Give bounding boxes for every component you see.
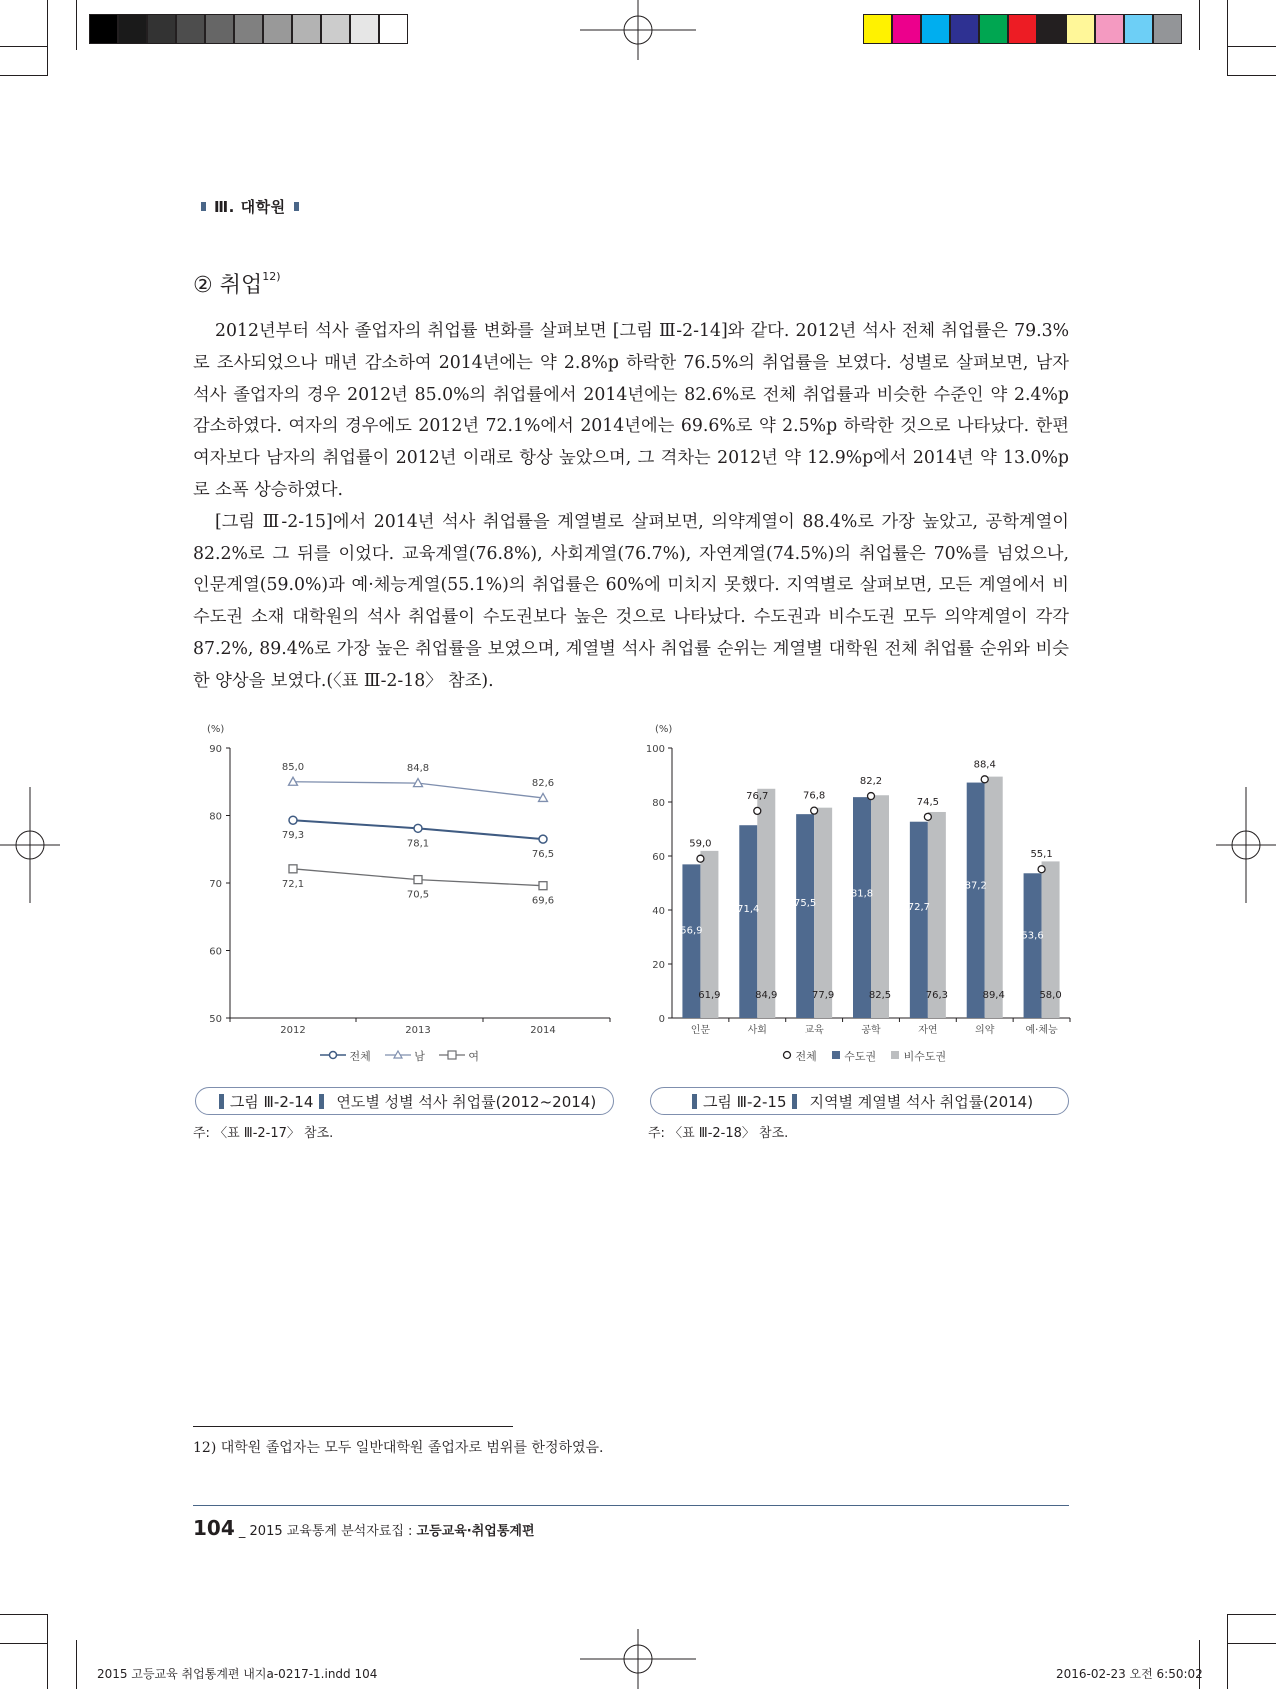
y-tick-label: 50	[209, 1014, 222, 1025]
bar-noncapital	[812, 808, 835, 1018]
y-tick-label: 60	[209, 946, 222, 958]
bar-label-noncapital: 58,0	[1039, 990, 1062, 1001]
bar-noncapital	[755, 789, 778, 1018]
color-swatch	[863, 14, 892, 44]
gray-swatch	[321, 14, 350, 44]
footnote: 12) 대학원 졸업자는 모두 일반대학원 졸업자로 범위를 한정하였음.	[193, 1440, 604, 1456]
color-swatch	[921, 14, 950, 44]
caption-figure-label: 그림 Ⅲ-2-15	[702, 1092, 787, 1111]
gray-swatch	[176, 14, 205, 44]
bar-capital	[907, 822, 930, 1018]
legend-female-label: 여	[468, 1050, 480, 1063]
legend-male-icon	[385, 1050, 415, 1063]
x-tick-label: 예·체능	[1025, 1025, 1058, 1036]
gray-swatch	[379, 14, 408, 44]
color-swatch	[1037, 14, 1066, 44]
data-label: 72,1	[281, 878, 305, 890]
y-tick-label: 0	[658, 1014, 665, 1025]
bar-label-capital: 87,2	[964, 880, 987, 892]
gray-swatch	[118, 14, 147, 44]
gray-swatch	[89, 14, 118, 44]
legend-total-icon	[320, 1050, 350, 1063]
body-text	[193, 316, 1069, 698]
legend-total-icon	[782, 1050, 796, 1063]
bar-capital	[850, 797, 874, 1018]
bar-chart-field-employment	[645, 720, 1075, 1045]
y-tick-label: 100	[645, 744, 665, 755]
paragraph: [그림 Ⅲ-2-15]에서 2014년 석사 취업률을 계열별로 살펴보면, 의약계열이 88.4%로 가장 높았고, 공학계열이 82.2%로 그 뒤를 이었다. 교육계열(76.8%), 사회계열(76.7%), 자연계열(74.5%)의 취업률은 70%를 넘었으나, 인문계열(59.0%)과 예·체능계열(55.1%)의 취업률은 60%에 미치지 못했다. 지역별로 살펴보면, 모든 계열에서 비수도권 소재 대학원의 석사 취업률이 수도권보다 높은 것으로 나타났다. 수도권과 비수도권 모두 의약계열이 각각 87.2%, 89.4%로 가장 높은 취업률을 보였으며, 계열별 석사 취업률 순위는 계열별 대학원 전체 취업률 순위와 비슷한 양상을 보였다.(〈표 Ⅲ-2-18〉 참조).	[193, 511, 1069, 691]
color-swatch	[1095, 14, 1124, 44]
y-axis-unit: (%)	[207, 724, 225, 735]
bar-label-capital: 81,8	[850, 888, 874, 900]
gray-swatch	[292, 14, 321, 44]
color-swatch	[892, 14, 921, 44]
overlay-label-total: 55,1	[1030, 849, 1053, 861]
overlay-label-total: 82,2	[859, 776, 883, 788]
bar-label-noncapital: 61,9	[698, 990, 721, 1001]
overlay-point-total	[811, 807, 818, 814]
x-tick-label: 2013	[405, 1025, 431, 1036]
section-label	[193, 196, 307, 217]
caption-marker-icon	[319, 1094, 324, 1109]
data-label: 82,6	[531, 777, 555, 789]
x-tick-label: 인문	[690, 1025, 711, 1036]
data-label: 70,5	[406, 889, 430, 901]
data-label: 78,1	[406, 838, 430, 850]
bar-noncapital	[868, 795, 892, 1018]
bar-capital	[964, 783, 987, 1018]
slug-timestamp: 2016-02-23 오전 6:50:02	[1056, 1667, 1203, 1681]
overlay-point-total	[697, 855, 704, 862]
x-tick-label: 자연	[918, 1025, 938, 1036]
x-tick-label: 의약	[975, 1025, 995, 1036]
legend-female-icon	[439, 1050, 469, 1063]
gray-swatch	[234, 14, 263, 44]
legend-male-label: 남	[414, 1050, 425, 1063]
bar-label-capital: 53,6	[1021, 930, 1044, 942]
overlay-point-total	[754, 807, 761, 814]
bar-label-noncapital: 89,4	[982, 990, 1005, 1001]
y-tick-label: 40	[652, 906, 665, 917]
y-tick-label: 80	[652, 798, 665, 809]
page-number: 104	[193, 1516, 235, 1540]
caption-figure-label: 그림 Ⅲ-2-14	[229, 1092, 314, 1111]
footnote-ref: 12)	[262, 270, 281, 283]
page-title-text: ② 취업	[193, 273, 263, 298]
chart2-note: 주: 〈표 Ⅲ-2-18〉 참조.	[648, 1126, 789, 1141]
bar-label-noncapital: 84,9	[755, 990, 778, 1001]
bar-label-capital: 72,7	[907, 902, 930, 914]
data-label: 76,5	[531, 849, 555, 861]
bar-label-noncapital: 76,3	[925, 990, 948, 1001]
caption-title: 연도별 성별 석사 취업률(2012~2014)	[336, 1092, 597, 1111]
bar-label-noncapital: 77,9	[812, 990, 835, 1001]
overlay-label-total: 76,7	[746, 790, 769, 802]
bar-label-capital: 71,4	[737, 903, 760, 915]
footer-publication: 2015 교육통계 분석자료집 :	[249, 1524, 417, 1539]
section-marker-icon	[294, 202, 299, 211]
paragraph: 2012년부터 석사 졸업자의 취업률 변화를 살펴보면 [그림 Ⅲ-2-14]와 같다. 2012년 석사 전체 취업률은 79.3%로 조사되었으나 매년 감소하여 2014년에는 약 2.8%p 하락한 76.5%의 취업률을 보였다. 성별로 살펴보면, 남자 석사 졸업자의 경우 2012년 85.0%의 취업률에서 2014년에는 82.6%로 전체 취업률과 비슷한 수준인 약 2.4%p 감소하였다. 여자의 경우에도 2012년 72.1%에서 2014년에는 69.6%로 약 2.5%p 하락한 것으로 나타났다. 한편 여자보다 남자의 취업률이 2012년 이래로 항상 높았으며, 그 격차는 2012년 약 12.9%p에서 2014년 약 13.0%p로 소폭 상승하였다.	[193, 321, 1069, 500]
data-label: 79,3	[281, 830, 305, 842]
color-swatch	[1153, 14, 1182, 44]
overlay-label-total: 76,8	[803, 790, 826, 802]
data-point	[539, 882, 547, 890]
chart2-caption	[650, 1087, 1069, 1115]
chart1-note: 주: 〈표 Ⅲ-2-17〉 참조.	[193, 1126, 334, 1141]
color-swatch	[979, 14, 1008, 44]
y-tick-label: 90	[209, 744, 222, 755]
bar-noncapital	[982, 777, 1005, 1018]
caption-title: 지역별 계열별 석사 취업률(2014)	[809, 1092, 1034, 1111]
legend-noncapital-label: 비수도권	[903, 1050, 947, 1063]
section-marker-icon	[201, 202, 206, 211]
gray-swatch	[350, 14, 379, 44]
chart2-legend	[782, 1048, 946, 1064]
x-tick-label: 사회	[747, 1025, 767, 1036]
caption-marker-icon	[219, 1094, 224, 1109]
section-label-text: Ⅲ. 대학원	[214, 198, 286, 216]
data-point	[289, 865, 297, 873]
x-tick-label: 2012	[280, 1025, 306, 1036]
footnote-divider	[193, 1426, 513, 1427]
gray-swatch	[205, 14, 234, 44]
y-tick-label: 60	[652, 852, 665, 863]
legend-noncapital-icon	[890, 1050, 904, 1063]
footer-divider	[193, 1505, 1069, 1506]
y-axis-unit: (%)	[655, 724, 673, 735]
data-point	[539, 835, 547, 843]
overlay-label-total: 74,5	[916, 796, 939, 808]
line-chart-gender-employment	[195, 720, 615, 1045]
slug-file: 2015 고등교육 취업통계편 내지a-0217-1.indd 104	[97, 1667, 378, 1681]
color-swatch	[1008, 14, 1037, 44]
data-label: 69,6	[531, 895, 555, 907]
y-tick-label: 20	[652, 960, 665, 971]
data-point	[414, 824, 422, 832]
data-point	[289, 816, 297, 824]
data-label: 85,0	[281, 761, 305, 773]
bar-noncapital	[925, 812, 948, 1018]
footer-separator: _	[238, 1524, 246, 1539]
data-label: 84,8	[406, 763, 430, 775]
y-tick-label: 80	[209, 811, 222, 823]
legend-capital-label: 수도권	[844, 1050, 877, 1063]
data-point	[414, 876, 422, 884]
bar-capital	[794, 814, 817, 1018]
legend-total-label: 전체	[795, 1050, 817, 1063]
gray-swatch	[263, 14, 292, 44]
y-tick-label: 70	[209, 879, 222, 890]
color-swatch	[1124, 14, 1153, 44]
overlay-label-total: 59,0	[689, 838, 712, 850]
chart1-legend	[320, 1048, 479, 1064]
overlay-point-total	[1038, 866, 1045, 873]
overlay-point-total	[981, 776, 988, 783]
x-tick-label: 교육	[804, 1025, 824, 1036]
page-footer	[193, 1516, 535, 1540]
x-tick-label: 2014	[530, 1025, 556, 1036]
caption-marker-icon	[792, 1094, 797, 1109]
bar-label-noncapital: 82,5	[868, 990, 892, 1001]
chart1-caption	[195, 1087, 614, 1115]
page-title	[193, 268, 281, 299]
caption-marker-icon	[692, 1094, 697, 1109]
legend-total-label: 전체	[349, 1050, 371, 1063]
color-swatch	[950, 14, 979, 44]
x-tick-label: 공학	[861, 1025, 881, 1036]
bar-label-capital: 75,5	[794, 897, 817, 909]
overlay-point-total	[868, 793, 875, 800]
legend-capital-icon	[831, 1050, 845, 1063]
gray-swatch	[147, 14, 176, 44]
bar-label-capital: 56,9	[680, 925, 703, 937]
overlay-point-total	[924, 813, 931, 820]
footer-publication-bold: 고등교육·취업통계편	[416, 1524, 535, 1539]
color-swatch	[1066, 14, 1095, 44]
overlay-label-total: 88,4	[973, 759, 996, 771]
